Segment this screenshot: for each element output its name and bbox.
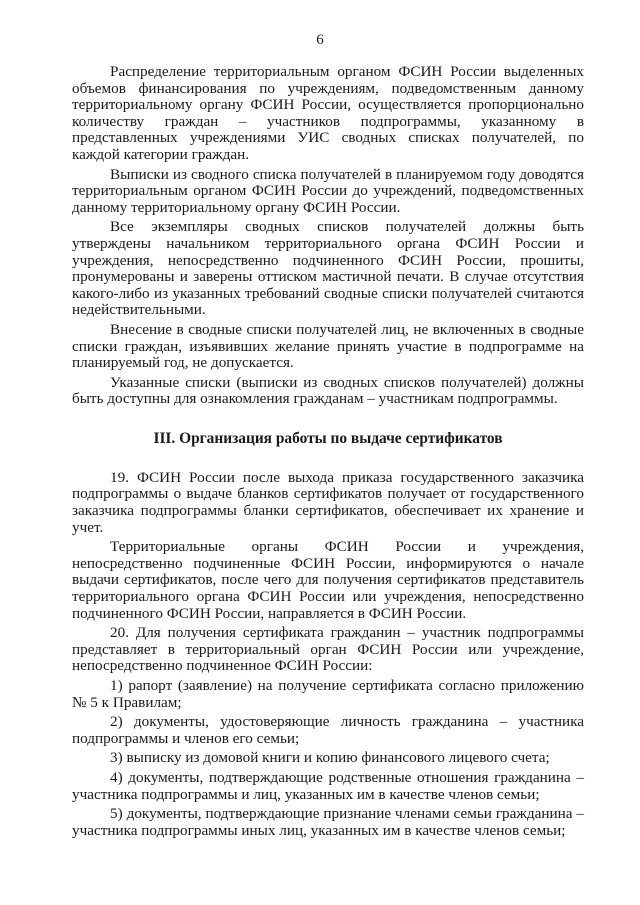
paragraph: 19. ФСИН России после выхода приказа государственного заказчика подпрограммы о выдаче бланков сертификатов получает от государственного заказчика подпрограммы бланки сертификатов, обеспечивает их хранение и учет. xyxy=(72,468,584,536)
list-item: 5) документы, подтверждающие признание членами семьи гражданина – участника подпрограммы иных лиц, указанных им в качестве членов семьи; xyxy=(72,805,584,839)
paragraph: Территориальные органы ФСИН России и учреждения, непосредственно подчиненные ФСИН России, информируются о начале выдачи сертификатов, после чего для получения сертификатов представитель территориального органа ФСИН России или учреждения, непосредственно подчиненного ФСИН России, направляется в ФСИН России. xyxy=(72,538,584,622)
paragraph: Указанные списки (выписки из сводных списков получателей) должны быть доступны для ознакомления гражданам – участникам подпрограммы. xyxy=(72,373,584,408)
list-item: 1) рапорт (заявление) на получение сертификата согласно приложению № 5 к Правилам; xyxy=(72,677,584,711)
page-number: 6 xyxy=(316,32,324,48)
list-item: 4) документы, подтверждающие родственные отношения гражданина – участника подпрограммы и лиц, указанных им в качестве членов семьи; xyxy=(72,768,584,803)
paragraph: Все экземпляры сводных списков получателей должны быть утверждены начальником территориального органа ФСИН России и учреждения, непосредственно подчиненного ФСИН России, прошиты, пронумерованы и заверены оттиском мастичной печати. В случае отсутствия какого-либо из указанных требований сводные списки получателей считаются недействительными. xyxy=(72,218,584,319)
section-heading: III. Организация работы по выдаче сертификатов xyxy=(153,429,503,447)
document-body xyxy=(72,64,584,839)
paragraph: Выписки из сводного списка получателей в планируемом году доводятся территориальным органом ФСИН России до учреждений, подведомственных данному территориальному органу ФСИН России. xyxy=(72,165,584,216)
list-item: 3) выписку из домовой книги и копию финансового лицевого счета; xyxy=(110,749,550,767)
list-item: 2) документы, удостоверяющие личность гражданина – участника подпрограммы и членов его семьи; xyxy=(72,713,584,747)
paragraph: 20. Для получения сертификата гражданин – участник подпрограммы представляет в территориальный орган ФСИН России или учреждение, непосредственно подчиненное ФСИН России: xyxy=(72,624,584,675)
paragraph: Распределение территориальным органом ФСИН России выделенных объемов финансирования по учреждениям, подведомственным данному территориальному органу ФСИН России, осуществляется пропорционально количеству граждан – участников подпрограммы, указанному в представленных учреждениями УИС сводных списках получателей, по каждой категории граждан. xyxy=(72,63,584,163)
paragraph: Внесение в сводные списки получателей лиц, не включенных в сводные списки граждан, изъявивших желание принять участие в подпрограмме на планируемый год, не допускается. xyxy=(72,320,584,372)
